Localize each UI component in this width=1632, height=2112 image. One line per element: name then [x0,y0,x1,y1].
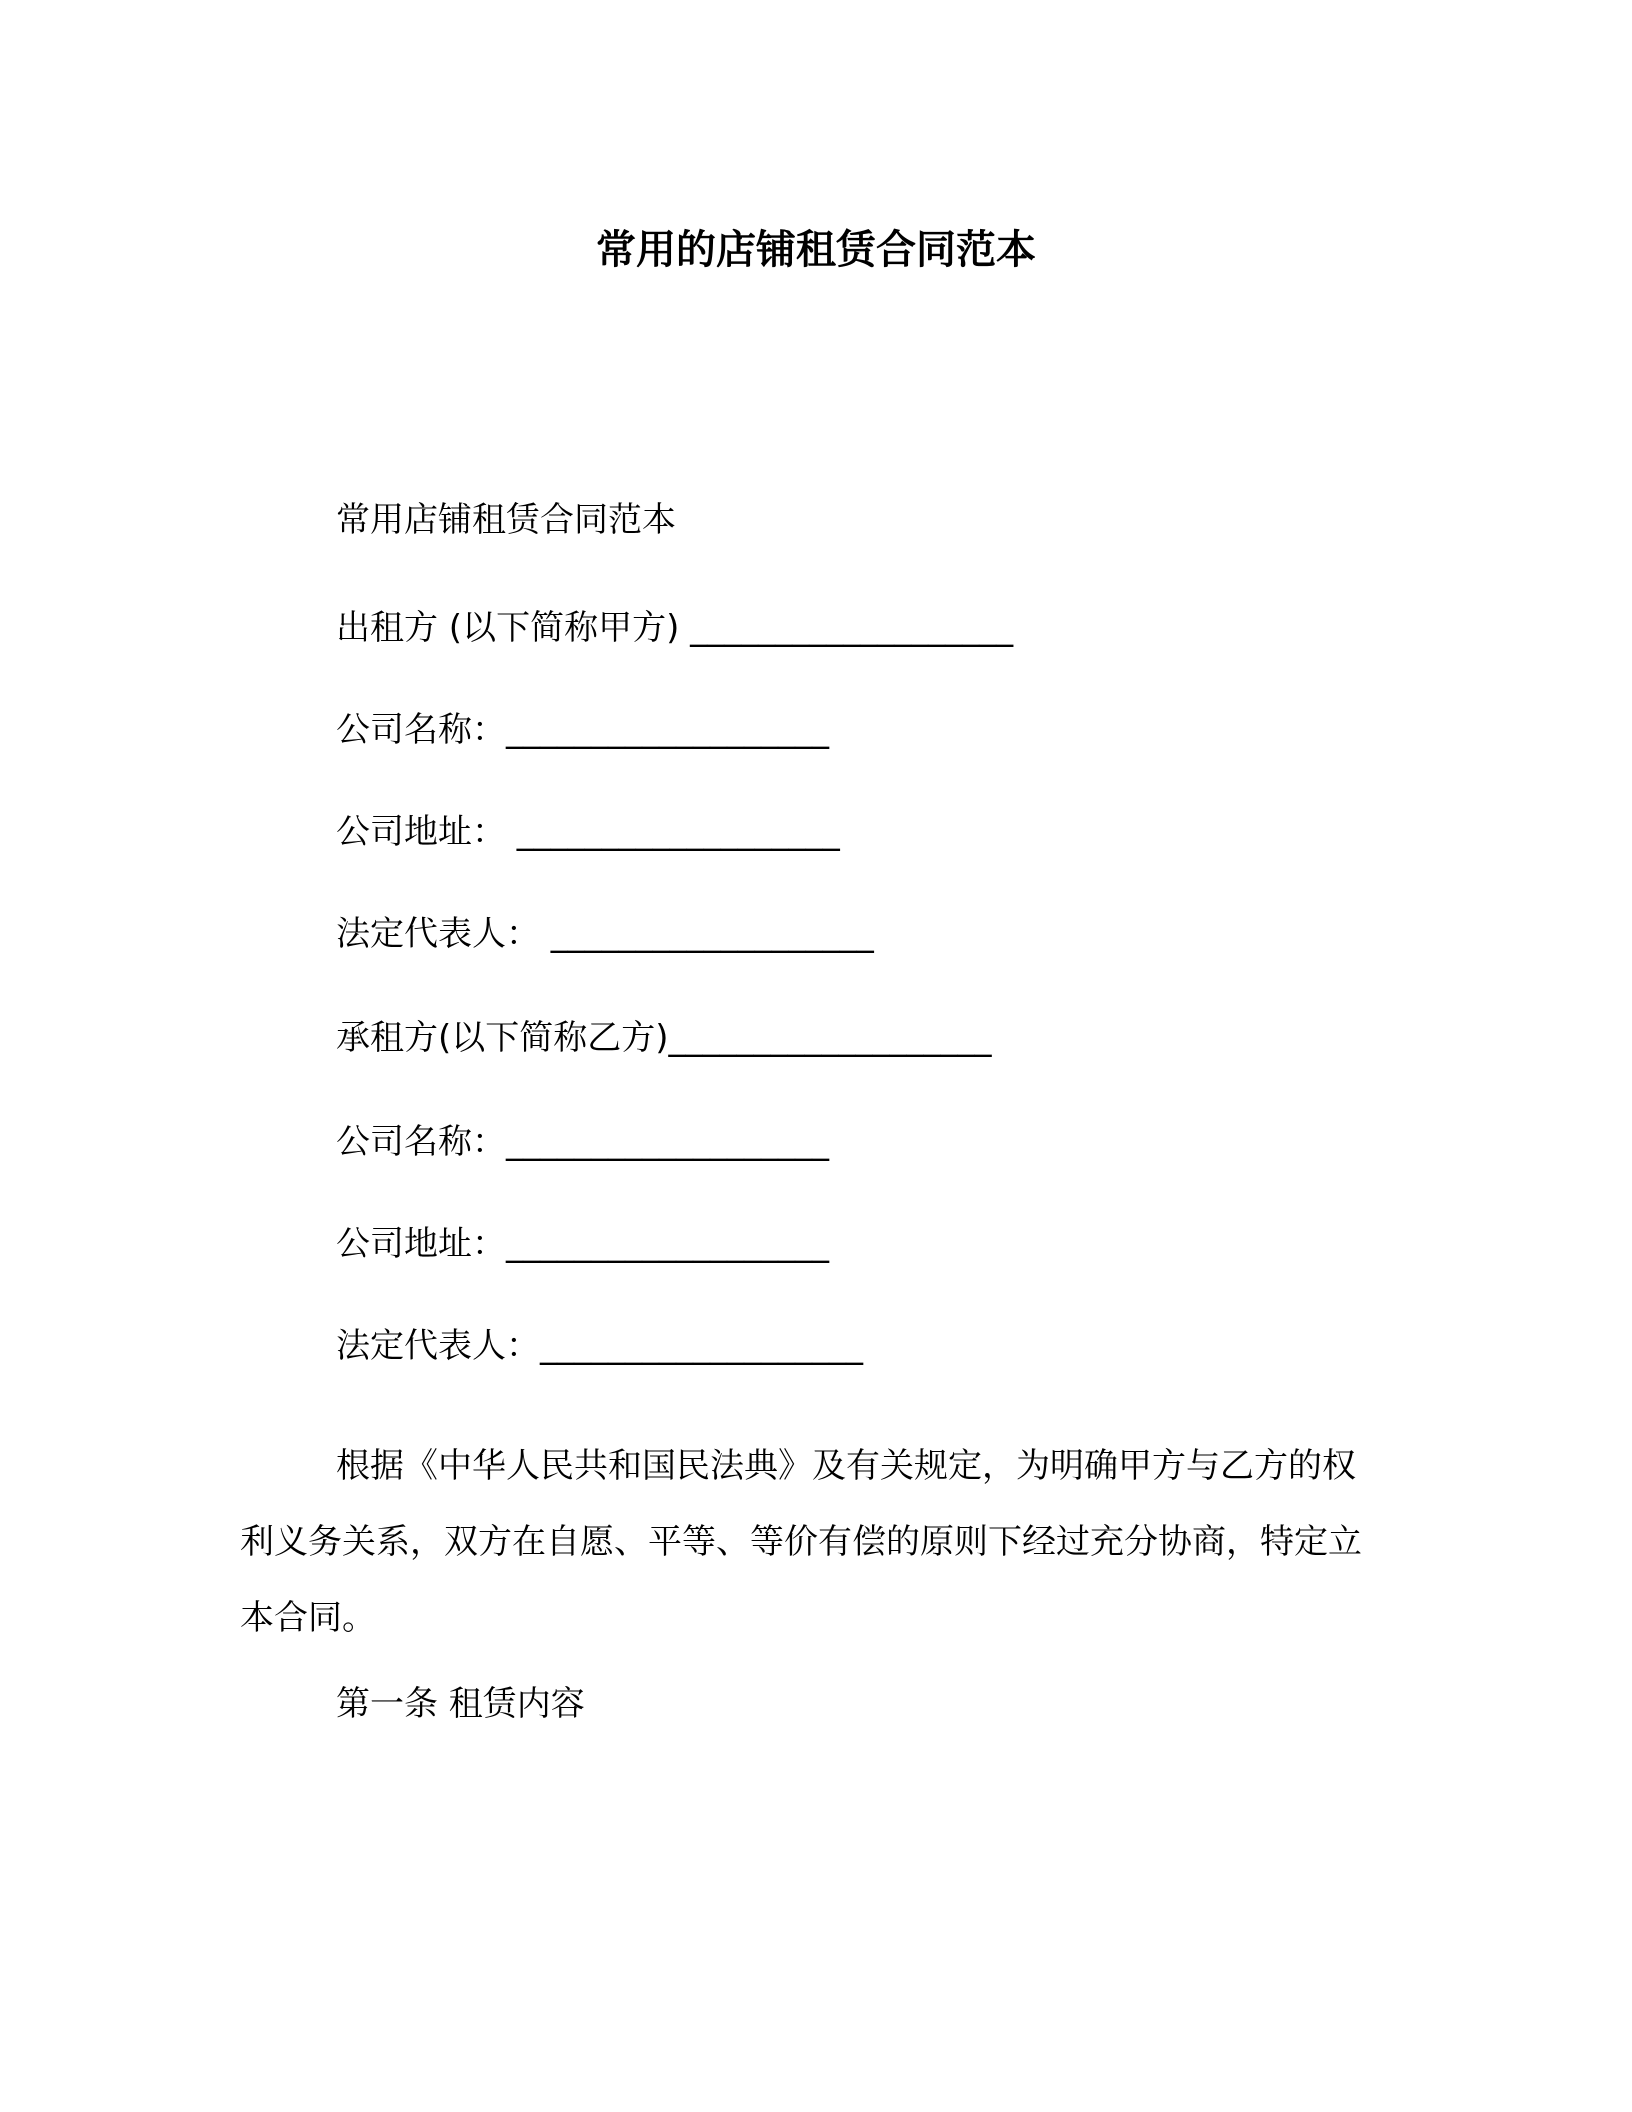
document-subtitle: 常用店铺租赁合同范本 [336,500,676,540]
lessee-company-address-line: 公司地址：___________________ [336,1224,829,1264]
article-one-heading: 第一条 租赁内容 [336,1684,585,1724]
preamble-paragraph: 根据《中华人民共和国民法典》及有关规定，为明确甲方与乙方的权利义务关系，双方在自愿、平等、等价有偿的原则下经过充分协商，特定立本合同。 [240,1446,1362,1638]
lessor-line: 出租方 (以下简称甲方) ___________________ [336,608,1014,648]
lessor-legal-representative-line: 法定代表人： ___________________ [336,914,874,954]
lessor-company-address-line: 公司地址： ___________________ [336,812,840,852]
lessee-company-name-line: 公司名称：___________________ [336,1122,829,1162]
lessee-legal-representative-line: 法定代表人：___________________ [336,1326,863,1366]
lessee-line: 承租方(以下简称乙方)___________________ [336,1018,992,1058]
document-title: 常用的店铺租赁合同范本 [596,227,1036,273]
lessor-company-name-line: 公司名称：___________________ [336,710,829,750]
